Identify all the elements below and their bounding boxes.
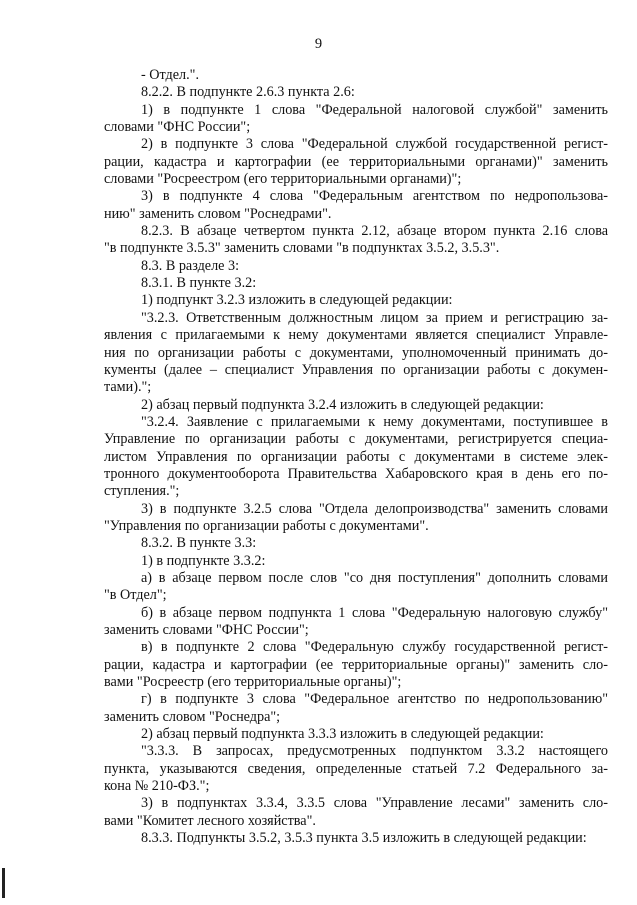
text-line: в) в подпункте 2 слова "Федеральную службу государственной регист- — [141, 639, 608, 656]
text-line: кона № 210-ФЗ."; — [104, 778, 210, 795]
text-line: а) в абзаце первом после слов "со дня поступления" дополнить словами — [141, 569, 608, 586]
paragraph — [104, 743, 608, 795]
paragraph — [104, 414, 608, 501]
text-line: 1) в подпункте 1 слова "Федеральной налоговой службой" заменить — [141, 101, 608, 118]
text-line: 8.2.2. В подпункте 2.6.3 пункта 2.6: — [141, 84, 355, 101]
text-line: "в подпункте 3.5.3" заменить словами "в подпунктах 3.5.2, 3.5.3". — [104, 240, 500, 257]
text-line: "в Отдел"; — [104, 587, 167, 604]
text-line: 1) подпункт 3.2.3 изложить в следующей редакции: — [141, 292, 453, 309]
paragraph — [104, 726, 608, 743]
text-line: словами "Росреестром (его территориальными органами)"; — [104, 171, 462, 188]
paragraph — [104, 223, 608, 258]
text-line: "Управления по организации работы с документами". — [104, 517, 429, 534]
paragraph — [104, 310, 608, 397]
text-line: 8.3.1. В пункте 3.2: — [141, 275, 257, 292]
paragraph — [104, 553, 608, 570]
text-line: словами "ФНС России"; — [104, 119, 251, 136]
paragraph — [104, 275, 608, 292]
paragraph — [104, 84, 608, 101]
text-line: тронного документооборота Правительства Хабаровского края в день его по- — [104, 465, 608, 482]
text-line: заменить словами "ФНС России"; — [104, 622, 309, 638]
text-line: ступления."; — [104, 483, 180, 500]
text-line: ния по организации работы с документами, уполномоченный принимать до- — [104, 344, 608, 361]
text-line: 8.3.2. В пункте 3.3: — [141, 535, 257, 552]
text-line: тами)."; — [104, 379, 152, 396]
text-line: вами "Комитет лесного хозяйства". — [104, 812, 316, 829]
paragraph — [104, 639, 608, 691]
text-line: кументы (далее – специалист Управления по организации работы с докумен- — [104, 361, 608, 378]
text-line: рации, кадастра и картографии (ее территориальными органами)" заменить — [104, 153, 608, 170]
paragraph — [104, 67, 608, 84]
text-line: "3.3.3. В запросах, предусмотренных подпунктом 3.3.2 настоящего — [141, 743, 608, 760]
text-line: рации, кадастра и картографии (ее территориальные органы)" заменить сло- — [104, 656, 608, 673]
text-line: пункта, указываются сведения, определенные статьей 7.2 Федерального за- — [104, 760, 608, 777]
text-line: нию" заменить словом "Роснедрами". — [104, 205, 332, 222]
paragraph — [104, 535, 608, 552]
text-line: 2) абзац первый подпункта 3.2.4 изложить в следующей редакции: — [141, 396, 544, 413]
text-line: г) в подпункте 3 слова "Федеральное агентство по недропользованию" — [141, 691, 608, 708]
text-line: 3) в подпунктах 3.3.4, 3.3.5 слова "Управление лесами" заменить сло- — [141, 795, 608, 812]
paragraph — [104, 830, 608, 847]
text-line: заменить словом "Роснедра"; — [104, 708, 281, 725]
text-line: б) в абзаце первом подпункта 1 слова "Федеральную налоговую службу" — [141, 604, 608, 621]
paragraph — [104, 570, 608, 605]
page-number: 9 — [314, 36, 323, 52]
text-line: - Отдел.". — [141, 67, 200, 83]
paragraph — [104, 102, 608, 137]
paragraph — [104, 691, 608, 726]
text-line: 3) в подпункте 3.2.5 слова "Отдела делопроизводства" заменить словами — [141, 500, 608, 517]
text-line: 8.2.3. В абзаце четвертом пункта 2.12, абзаце втором пункта 2.16 слова — [141, 223, 608, 240]
paragraph — [104, 795, 608, 830]
text-line: "3.2.4. Заявление с прилагаемыми к нему документами, поступившее в — [141, 413, 608, 430]
paragraph — [104, 188, 608, 223]
paragraph — [104, 605, 608, 640]
text-line: Управление по организации работы с документами, регистрируется специа- — [104, 431, 608, 448]
text-line: вами "Росреестр (его территориальные органы)"; — [104, 674, 402, 691]
text-line: "3.2.3. Ответственным должностным лицом за прием и регистрацию за- — [141, 309, 608, 326]
text-line: 8.3.3. Подпункты 3.5.2, 3.5.3 пункта 3.5 изложить в следующей редакции: — [141, 830, 587, 847]
text-line: 2) в подпункте 3 слова "Федеральной службой государственной регист- — [141, 136, 608, 153]
text-line: 2) абзац первый подпункта 3.3.3 изложить в следующей редакции: — [141, 726, 544, 743]
scan-edge-mark — [2, 868, 5, 898]
text-line: 3) в подпункте 4 слова "Федеральным агентством по недропользова- — [141, 188, 608, 205]
paragraph — [104, 501, 608, 536]
paragraph — [104, 397, 608, 414]
text-line: листом Управления по организации работы с документами в системе элек- — [104, 448, 608, 465]
text-line: 1) в подпункте 3.3.2: — [141, 552, 266, 569]
paragraph — [104, 258, 608, 275]
paragraph — [104, 136, 608, 188]
document-body — [104, 67, 608, 847]
paragraph — [104, 292, 608, 309]
text-line: 8.3. В разделе 3: — [141, 257, 240, 274]
text-line: явления с прилагаемыми к нему документами является специалист Управле- — [104, 327, 608, 344]
